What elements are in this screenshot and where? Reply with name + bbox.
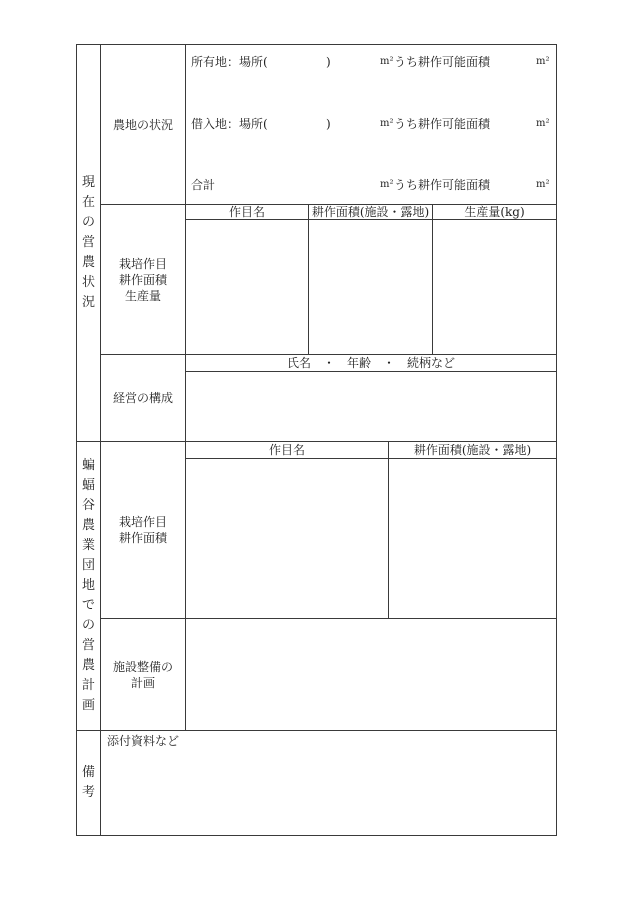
leased-land-arable-unit: m² xyxy=(536,118,550,129)
leased-land-location-close: ) xyxy=(326,117,331,131)
current-crops-header-area xyxy=(308,204,433,220)
current-crops-label: 栽培作目 耕作面積 生産量 xyxy=(118,256,167,303)
management-structure-header xyxy=(185,354,557,372)
facility-plan-label-cell xyxy=(100,618,186,731)
total-land-arable-unit: m² xyxy=(536,179,550,190)
planned-crops-header-area-text: 耕作面積(施設・露地) xyxy=(413,443,532,457)
planned-crops-crop-name-field[interactable] xyxy=(185,458,389,619)
current-crops-label-cell xyxy=(100,204,186,355)
facility-plan-label: 施設整備の 計画 xyxy=(112,659,173,690)
current-crops-header-crop-name xyxy=(185,204,309,220)
leased-land-arable-label: うち耕作可能面積 xyxy=(394,117,491,131)
owned-land-arable-label: うち耕作可能面積 xyxy=(394,55,491,69)
total-land-label: 合計 xyxy=(191,178,216,192)
owned-land-location-close: ) xyxy=(326,55,331,69)
plan-section-title-cell xyxy=(76,441,101,731)
remarks-note: 添付資料など xyxy=(107,734,180,748)
farmland-label: 農地の状況 xyxy=(112,117,173,132)
remarks-section-title-cell xyxy=(76,730,101,836)
total-land-arable-label: うち耕作可能面積 xyxy=(394,178,491,192)
leased-land-area-unit: m² xyxy=(380,118,394,129)
owned-land-area-unit: m² xyxy=(380,56,394,67)
owned-land-arable-unit: m² xyxy=(536,56,550,67)
management-structure-header-text: 氏名 ・ 年齢 ・ 続柄など xyxy=(286,356,455,370)
current-crops-header-area-text: 耕作面積(施設・露地) xyxy=(311,205,430,219)
total-land-row xyxy=(186,178,556,192)
management-structure-label: 経営の構成 xyxy=(112,391,173,405)
owned-land-location-label: 所有地：場所( xyxy=(191,55,268,69)
total-land-area-unit: m² xyxy=(380,179,394,190)
farmland-label-cell xyxy=(100,44,186,205)
current-crops-area-field[interactable] xyxy=(308,219,433,355)
leased-land-row xyxy=(186,117,556,131)
leased-land-location-label: 借入地：場所( xyxy=(191,117,268,131)
current-crops-header-crop-name-text: 作目名 xyxy=(228,205,265,219)
current-status-section-title: 現在の営農状況 xyxy=(81,175,95,310)
current-status-section-title-cell xyxy=(76,44,101,442)
owned-land-row xyxy=(186,55,556,69)
current-crops-header-production xyxy=(432,204,557,220)
planned-crops-area-field[interactable] xyxy=(388,458,557,619)
current-crops-header-production-text: 生産量(kg) xyxy=(464,205,525,219)
planned-crops-header-area xyxy=(388,441,557,459)
planned-crops-header-crop-name xyxy=(185,441,389,459)
management-structure-field[interactable] xyxy=(185,371,557,442)
plan-section-title: 蝙蝠谷農業団地での営農計画 xyxy=(81,458,95,713)
current-crops-crop-name-field[interactable] xyxy=(185,219,309,355)
farmland-content-cell xyxy=(185,44,557,205)
planned-crops-header-crop-name-text: 作目名 xyxy=(268,443,305,457)
remarks-section-title: 備考 xyxy=(81,765,95,800)
remarks-field[interactable] xyxy=(100,730,557,836)
management-structure-label-cell xyxy=(100,354,186,442)
planned-crops-label-cell xyxy=(100,441,186,619)
facility-plan-field[interactable] xyxy=(185,618,557,731)
planned-crops-label: 栽培作目 耕作面積 xyxy=(118,515,167,545)
current-crops-production-field[interactable] xyxy=(432,219,557,355)
